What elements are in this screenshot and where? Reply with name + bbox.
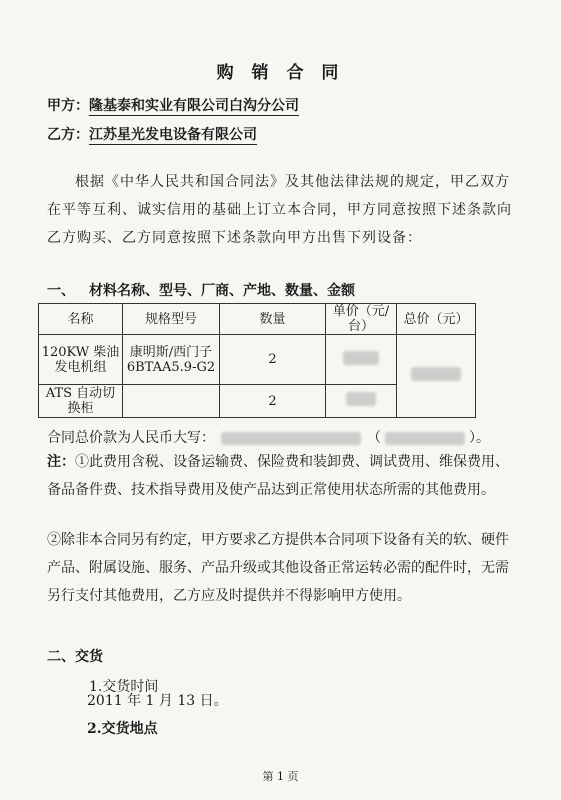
redacted-amount-words <box>221 432 361 445</box>
total-prefix: 合同总价款为人民币大写： <box>47 430 215 446</box>
delivery-place-label: 2.交货地点 <box>87 721 158 737</box>
header-qty: 数量 <box>220 304 326 335</box>
redaction-mark <box>346 392 376 406</box>
row-2-name: ATS 自动切换柜 <box>39 385 123 418</box>
row-2-model <box>123 385 220 418</box>
header-unit-price: 单价（元/台） <box>326 304 397 335</box>
note-2: ②除非本合同另有约定，甲方要求乙方提供本合同项下设备有关的软、硬件产品、附属设施、服务、产品升级或其他设备正常运转必需的配件时，无需另行支付其他费用，乙方应及时提供并不得影响甲方使用。 <box>47 532 509 604</box>
redaction-mark <box>343 351 379 365</box>
intro-paragraph: 根据《中华人民共和国合同法》及其他法律法规的规定，甲乙双方在平等互利、诚实信用的基础上订立本合同，甲方同意按照下述条款向乙方购买、乙方同意按照下述条款向甲方出售下列设备： <box>47 174 512 246</box>
header-model: 规格型号 <box>123 304 220 335</box>
section-1-heading <box>47 280 355 300</box>
row-1-qty: 2 <box>220 335 326 385</box>
header-total-price: 总价（元） <box>397 304 476 335</box>
header-name: 名称 <box>39 304 123 335</box>
note-1-text: ①此费用含税、设备运输费、保险费和装卸费、调试费用、维保费用、备品备件费、技术指导费用及使产品达到正常使用状态所需的其他费用。 <box>47 454 509 498</box>
party-a-name: 隆基泰和实业有限公司白沟分公司 <box>89 98 299 114</box>
section-2-heading <box>47 646 103 666</box>
section-2-title: 交货 <box>75 649 103 665</box>
party-b-name: 江苏星光发电设备有限公司 <box>89 127 257 143</box>
section-1-title: 材料名称、型号、厂商、产地、数量、金额 <box>89 283 355 299</box>
total-price-redacted <box>397 335 476 418</box>
page-title: 购 销 合 同 <box>216 63 345 83</box>
redacted-amount-figures <box>385 432 465 445</box>
table-header-row <box>39 304 476 335</box>
party-b-label: 乙方： <box>47 127 89 143</box>
total-price-line: 合同总价款为人民币大写： （ ）。 <box>47 430 490 446</box>
row-1-unit-price-redacted <box>326 335 397 385</box>
row-2-qty: 2 <box>220 385 326 418</box>
row-1-model: 康明斯/西门子 6BTAA5.9-G2 <box>123 335 220 385</box>
total-suffix: ）。 <box>469 430 490 446</box>
party-b <box>47 124 257 144</box>
note-label: 注： <box>47 454 75 470</box>
items-table <box>38 303 476 418</box>
delivery-time-label: 1.交货时间 <box>89 679 159 695</box>
section-2-number: 二、 <box>47 649 75 665</box>
redaction-mark <box>411 367 461 381</box>
delivery-date: 2011 年 1 月 13 日。 <box>87 693 228 709</box>
section-1-number: 一、 <box>47 283 75 299</box>
table-row <box>39 335 476 385</box>
party-a-label: 甲方： <box>47 98 89 114</box>
row-1-name: 120KW 柴油发电机组 <box>39 335 123 385</box>
note-1 <box>47 448 517 504</box>
row-2-unit-price-redacted <box>326 385 397 418</box>
party-a <box>47 95 299 115</box>
page-number: 第 1 页 <box>262 770 299 783</box>
